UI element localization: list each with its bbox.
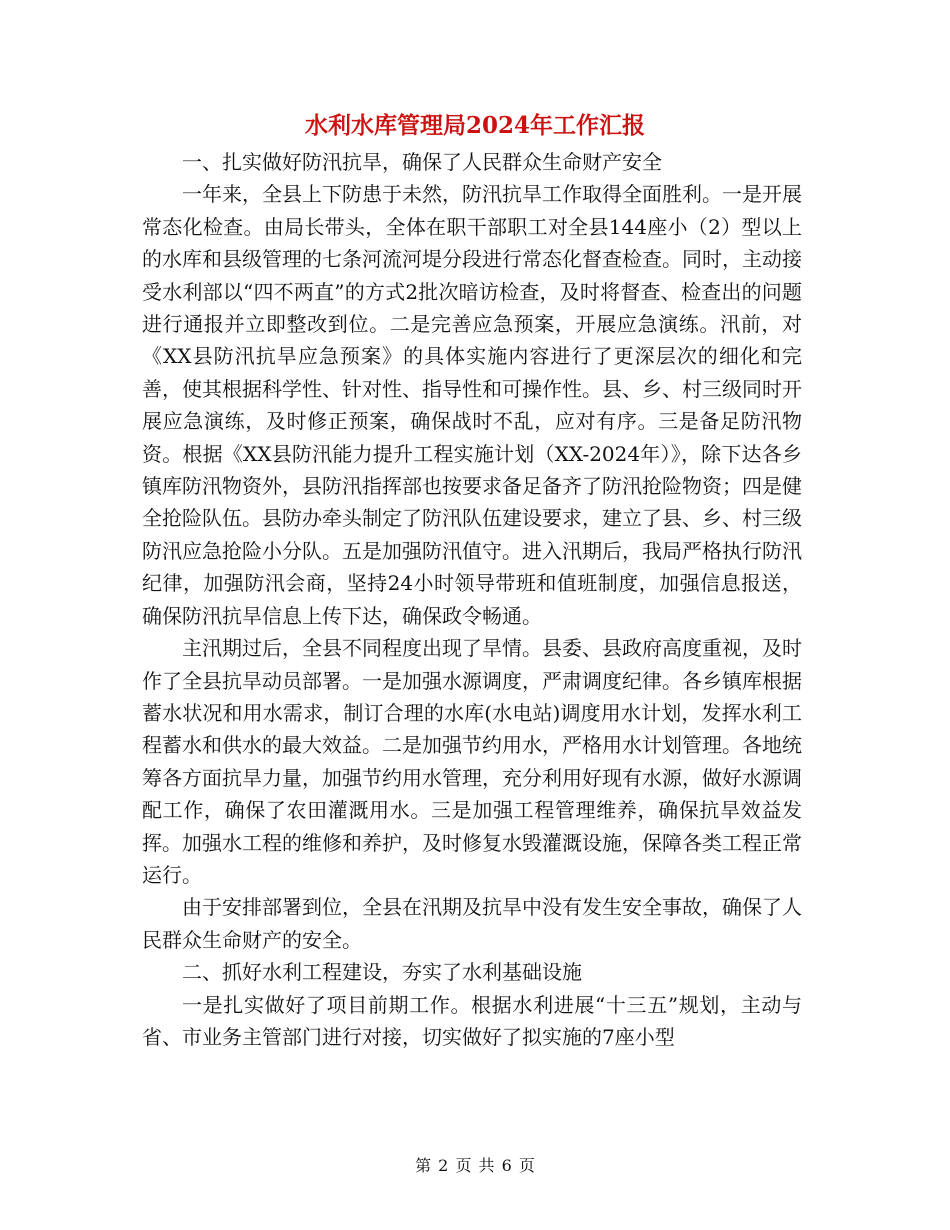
page-number-footer: 第 2 页 共 6 页 bbox=[415, 1156, 535, 1175]
section-heading-2: 二、抓好水利工程建设，夯实了水利基础设施 bbox=[182, 960, 582, 985]
paragraph: 一年来，全县上下防患于未然，防汛抗旱工作取得全面胜利。一是开展常态化检查。由局长带头，全体在职干部职工对全县144座小（2）型以上的水库和县级管理的七条河流河堤分段进行常态化督查检查。同时，主动接受水利部以“四不两直”的方式2批次暗访检查，及时将督查、检查出的问题进行通报并立即整改到位。二是完善应急预案，开展应急演练。汛前，对《XX县防汛抗旱应急预案》的具体实施内容进行了更深层次的细化和完善，使其根据科学性、针对性、指导性和可操作性。县、乡、村三级同时开展应急演练，及时修正预案，确保战时不乱，应对有序。三是备足防汛物资。根据《XX县防汛能力提升工程实施计划（XX-2024年）》，除下达各乡镇库防汛物资外，县防汛指挥部也按要求备足备齐了防汛抢险物资；四是健全抢险队伍。县防办牵头制定了防汛队伍建设要求，建立了县、乡、村三级防汛应急抢险小分队。五是加强防汛值守。进入汛期后，我局严格执行防汛纪律，加强防汛会商，坚持24小时领导带班和值班制度，加强信息报送，确保防汛抗旱信息上传下达，确保政令畅通。 bbox=[142, 182, 802, 628]
paragraph: 主汛期过后，全县不同程度出现了旱情。县委、县政府高度重视，及时作了全县抗旱动员部署。一是加强水源调度，严肃调度纪律。各乡镇库根据蓄水状况和用水需求，制订合理的水库(水电站)调度用水计划，发挥水利工程蓄水和供水的最大效益。二是加强节约用水，严格用水计划管理。各地统筹各方面抗旱力量，加强节约用水管理，充分利用好现有水源，做好水源调配工作，确保了农田灌溉用水。三是加强工程管理维养，确保抗旱效益发挥。加强水工程的维修和养护，及时修复水毁灌溉设施，保障各类工程正常运行。 bbox=[142, 636, 802, 887]
section-heading-1: 一、扎实做好防汛抗旱，确保了人民群众生命财产安全 bbox=[182, 150, 662, 174]
document-title: 水利水库管理局2024年工作汇报 bbox=[304, 112, 645, 139]
paragraph: 一是扎实做好了项目前期工作。根据水利进展“十三五”规划，主动与省、市业务主管部门进行对接，切实做好了拟实施的7座小型 bbox=[142, 992, 802, 1049]
document-body bbox=[142, 146, 802, 1053]
paragraph: 由于安排部署到位，全县在汛期及抗旱中没有发生安全事故，确保了人民群众生命财产的安全。 bbox=[142, 895, 802, 952]
